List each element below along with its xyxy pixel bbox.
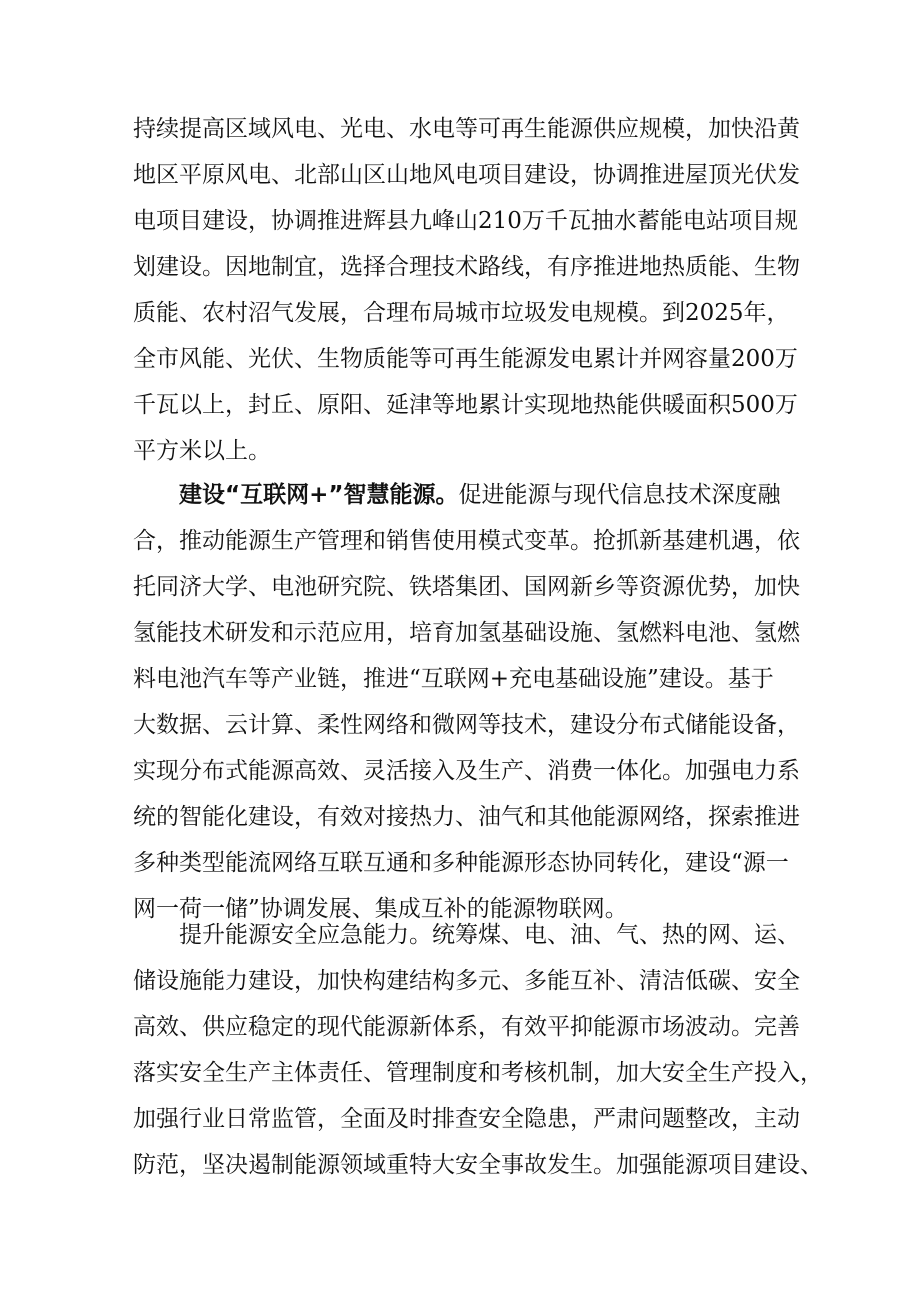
- text-line: 实现分布式能源高效、灵活接入及生产、消费一体化。加强电力系: [133, 758, 800, 784]
- text-line: 平方米以上。: [133, 438, 271, 464]
- text-line: 质能、农村沼气发展，合理布局城市垃圾发电规模。到2025年，: [133, 300, 790, 326]
- text-line: 氢能技术研发和示范应用，培育加氢基础设施、氢燃料电池、氢燃: [133, 620, 800, 646]
- text-line: 电项目建设，协调推进辉县九峰山210万千瓦抽水蓄能电站项目规: [133, 208, 798, 234]
- text-line: 千瓦以上，封丘、原阳、延津等地累计实现地热能供暖面积500万: [133, 392, 798, 418]
- text-line-rest: 促进能源与现代信息技术深度融: [458, 482, 781, 508]
- text-line: 托同济大学、电池研究院、铁塔集团、国网新乡等资源优势，加快: [133, 574, 800, 600]
- text-line: 储设施能力建设，加快构建结构多元、多能互补、清洁低碳、安全: [133, 968, 800, 994]
- text-line: 持续提高区域风电、光电、水电等可再生能源供应规模，加快沿黄: [133, 116, 800, 142]
- text-line-first: 提升能源安全应急能力。统筹煤、电、油、气、热的网、运、: [179, 922, 800, 948]
- text-line: 多种类型能流网络互联互通和多种能源形态协同转化，建设“源一: [133, 850, 789, 876]
- text-line: 大数据、云计算、柔性网络和微网等技术，建设分布式储能设备，: [133, 712, 800, 738]
- text-line: 全市风能、光伏、生物质能等可再生能源发电累计并网容量200万: [133, 346, 798, 372]
- text-line: 高效、供应稳定的现代能源新体系，有效平抑能源市场波动。完善: [133, 1014, 800, 1040]
- text-line: 划建设。因地制宜，选择合理技术路线，有序推进地热质能、生物: [133, 254, 800, 280]
- text-line: 加强行业日常监管，全面及时排查安全隐患，严肃问题整改，主动: [133, 1106, 800, 1132]
- section-heading: 建设“互联网+”智慧能源。: [179, 482, 459, 508]
- text-line-first: [179, 478, 781, 512]
- text-line: 防范，坚决遏制能源领域重特大安全事故发生。加强能源项目建设、: [133, 1152, 823, 1178]
- text-line: 地区平原风电、北部山区山地风电项目建设，协调推进屋顶光伏发: [133, 162, 800, 188]
- text-line: 合，推动能源生产管理和销售使用模式变革。抢抓新基建机遇，依: [133, 528, 800, 554]
- text-line: 落实安全生产主体责任、管理制度和考核机制，加大安全生产投入，: [133, 1060, 823, 1086]
- text-line: 料电池汽车等产业链，推进“互联网+充电基础设施”建设。基于: [133, 666, 774, 692]
- text-line: 统的智能化建设，有效对接热力、油气和其他能源网络，探索推进: [133, 804, 800, 830]
- text-line: 网一荷一储”协调发展、集成互补的能源物联网。: [133, 896, 628, 922]
